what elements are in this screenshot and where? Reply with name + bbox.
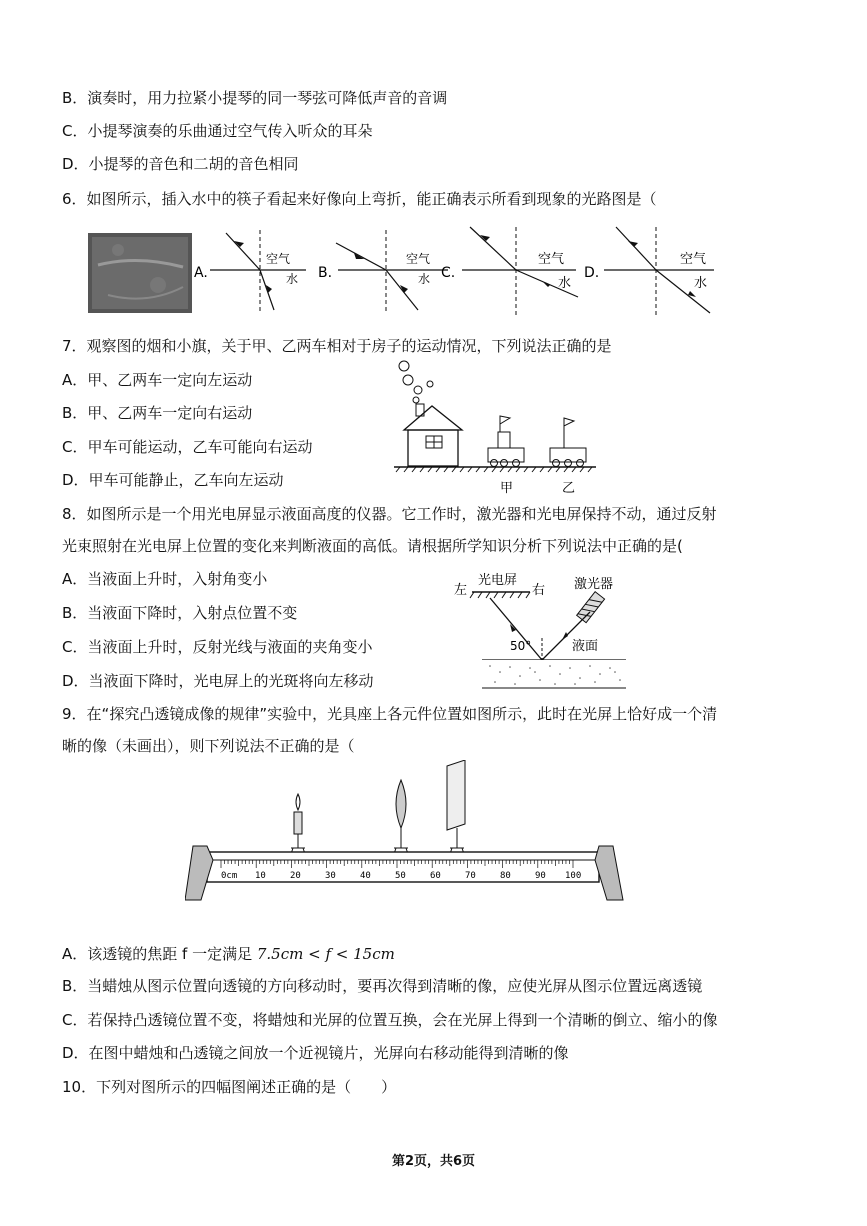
- q7-figure: [390, 358, 600, 502]
- q6-stem: 6．如图所示，插入水中的筷子看起来好像向上弯折，能正确表示所看到现象的光路图是（: [62, 190, 657, 208]
- svg-text:20: 20: [290, 871, 301, 881]
- svg-text:液面: 液面: [572, 639, 599, 654]
- svg-text:A.: A.: [194, 265, 208, 281]
- diagram-d: [584, 227, 714, 315]
- diagram-b: [318, 230, 448, 313]
- svg-text:60: 60: [430, 871, 441, 881]
- q8-stem-line1: 8．如图所示是一个用光电屏显示液面高度的仪器。它工作时，激光器和光电屏保持不动，通过反射: [62, 505, 717, 523]
- q9-option-a: [62, 944, 395, 964]
- svg-text:左: 左: [454, 583, 468, 598]
- q8-figure: [450, 568, 630, 696]
- svg-text:40: 40: [360, 871, 371, 881]
- svg-text:水: 水: [418, 272, 431, 286]
- q7-option-d: D．甲车可能静止，乙车向左运动: [62, 471, 284, 489]
- svg-text:空气: 空气: [680, 252, 707, 267]
- q5-option-b: B．演奏时，用力拉紧小提琴的同一琴弦可降低声音的音调: [62, 89, 448, 107]
- svg-text:激光器: 激光器: [574, 577, 614, 592]
- q6-diagrams: [88, 225, 728, 320]
- q8-option-a: A．当液面上升时，入射角变小: [62, 570, 268, 588]
- q7-option-a: A．甲、乙两车一定向左运动: [62, 371, 253, 389]
- car-jia-label: 甲: [500, 481, 514, 496]
- svg-text:50°: 50°: [510, 639, 532, 653]
- svg-text:80: 80: [500, 871, 511, 881]
- q5-option-c: C．小提琴演奏的乐曲通过空气传入听众的耳朵: [62, 122, 373, 140]
- q8-option-d: D．当液面下降时，光电屏上的光斑将向左移动: [62, 672, 374, 690]
- q7-option-c: C．甲车可能运动，乙车可能向右运动: [62, 438, 313, 456]
- q5-option-d: D．小提琴的音色和二胡的音色相同: [62, 155, 299, 173]
- q9-option-a-formula: 7.5cm < f < 15cm: [256, 945, 395, 963]
- svg-text:右: 右: [532, 583, 546, 598]
- q8-option-b: B．当液面下降时，入射点位置不变: [62, 604, 298, 622]
- diagram-c: [441, 227, 578, 315]
- q10-stem: 10．下列对图所示的四幅图阐述正确的是（ ）: [62, 1078, 397, 1096]
- q8-stem-line2: 光束照射在光电屏上位置的变化来判断液面的高低。请根据所学知识分析下列说法中正确的是(: [62, 537, 683, 555]
- svg-text:90: 90: [535, 871, 546, 881]
- q9-option-a-text: A．该透镜的焦距 f 一定满足: [62, 945, 253, 963]
- svg-text:光电屏: 光电屏: [478, 573, 518, 588]
- svg-text:100: 100: [565, 871, 582, 881]
- diagram-a: [194, 230, 306, 313]
- svg-text:50: 50: [395, 871, 406, 881]
- svg-text:空气: 空气: [266, 252, 291, 266]
- svg-text:D.: D.: [584, 265, 600, 281]
- q9-option-d: D．在图中蜡烛和凸透镜之间放一个近视镜片，光屏向右移动能得到清晰的像: [62, 1044, 569, 1062]
- q9-stem-line2: 晰的像（未画出），则下列说法不正确的是（: [62, 737, 355, 755]
- svg-text:空气: 空气: [406, 252, 431, 266]
- svg-text:空气: 空气: [538, 252, 565, 267]
- q7-option-b: B．甲、乙两车一定向右运动: [62, 404, 253, 422]
- q7-stem: 7．观察图的烟和小旗，关于甲、乙两车相对于房子的运动情况，下列说法正确的是: [62, 337, 612, 355]
- svg-text:水: 水: [694, 276, 708, 291]
- svg-text:C.: C.: [441, 265, 456, 281]
- q9-stem-line1: 9．在“探究凸透镜成像的规律”实验中，光具座上各元件位置如图所示，此时在光屏上恰好成一个清: [62, 705, 718, 723]
- q8-option-c: C．当液面上升时，反射光线与液面的夹角变小: [62, 638, 373, 656]
- q6-figure: [88, 225, 728, 324]
- q9-option-b: B．当蜡烛从图示位置向透镜的方向移动时，要再次得到清晰的像，应使光屏从图示位置远离透镜: [62, 977, 703, 995]
- car-yi-label: 乙: [562, 481, 576, 496]
- svg-text:水: 水: [558, 276, 572, 291]
- svg-text:10: 10: [255, 871, 266, 881]
- svg-text:B.: B.: [318, 265, 333, 281]
- svg-text:70: 70: [465, 871, 476, 881]
- q9-option-c: C．若保持凸透镜位置不变，将蜡烛和光屏的位置互换，会在光屏上得到一个清晰的倒立、缩小的像: [62, 1011, 718, 1029]
- svg-text:0cm: 0cm: [221, 871, 238, 881]
- q9-optical-bench-figure: [185, 760, 625, 914]
- svg-text:30: 30: [325, 871, 336, 881]
- svg-text:水: 水: [286, 272, 299, 286]
- page-footer: 第2页，共6页: [391, 1154, 476, 1169]
